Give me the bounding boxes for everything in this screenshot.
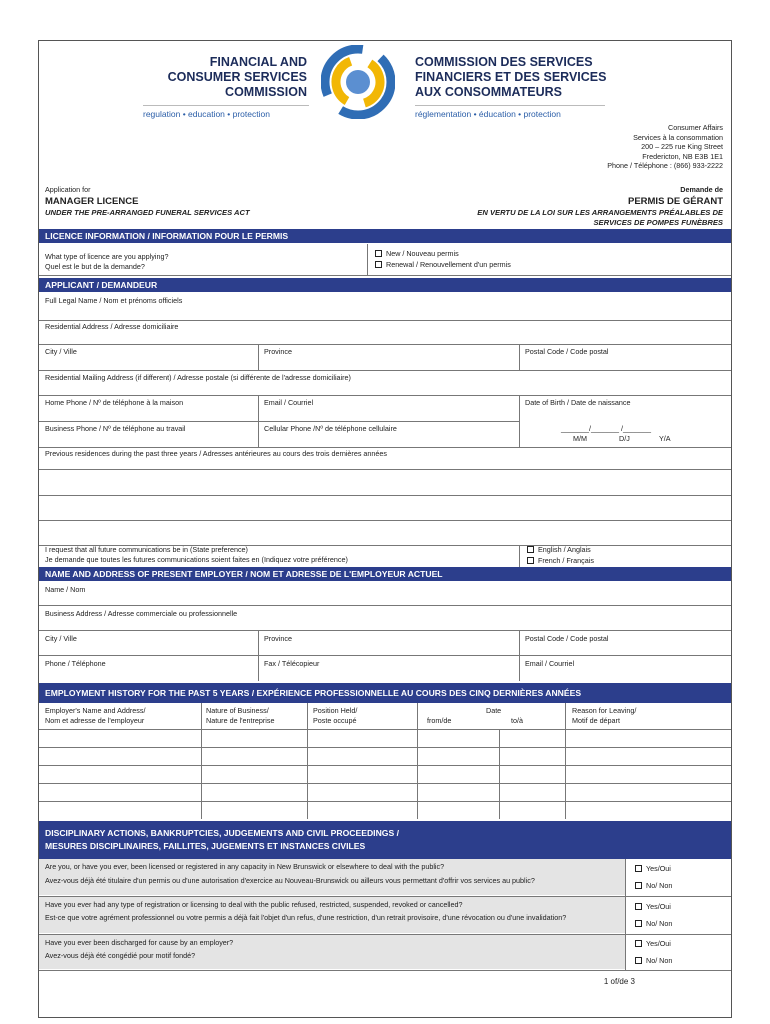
licence-title-en: MANAGER LICENCE xyxy=(45,196,139,207)
q1-no-label: No/ Non xyxy=(646,881,673,890)
language-french-label: French / Français xyxy=(538,556,594,565)
q1-yes-checkbox[interactable] xyxy=(635,865,642,872)
demande-de-label: Demande de xyxy=(680,185,723,194)
question-refused-en: Have you ever had any type of registration or licensing to deal with the public refused, restricted, suspended, revoked or cancelled? xyxy=(45,900,463,909)
history-col-reason-fr: Motif de départ xyxy=(572,716,620,725)
home-phone-field[interactable]: Home Phone / Nº de téléphone à la maison xyxy=(45,398,184,407)
history-col-employer xyxy=(45,706,145,726)
org-name-en-line1: FINANCIAL AND xyxy=(209,55,307,69)
dob-input[interactable]: _______/_______ /_______ xyxy=(561,424,651,433)
option-renewal[interactable] xyxy=(375,260,511,269)
question-refused-fr: Est-ce que votre agrément professionnel ou votre permis a déjà fait l'objet d'un refus, d'une restriction, d'un retrait provisoire, d'une révocation ou d'une invalidation? xyxy=(45,913,567,922)
divider xyxy=(519,344,520,370)
history-col-reason xyxy=(572,706,636,726)
divider xyxy=(39,447,731,448)
org-name-en-line3: COMMISSION xyxy=(225,85,307,99)
divider xyxy=(39,320,731,321)
applicant-header: APPLICANT / DEMANDEUR xyxy=(39,278,731,292)
q1-no[interactable] xyxy=(635,881,672,890)
language-english-label: English / Anglais xyxy=(538,545,591,554)
history-col-date: Date xyxy=(486,706,502,715)
employer-province-field[interactable]: Province xyxy=(264,634,292,643)
q3-no-checkbox[interactable] xyxy=(635,957,642,964)
employer-email-field[interactable]: Email / Courriel xyxy=(525,659,575,668)
divider xyxy=(39,970,731,971)
q2-no[interactable] xyxy=(635,919,672,928)
address-line: 200 – 225 rue King Street xyxy=(641,142,723,151)
act-title-fr-line2: SERVICES DE POMPES FUNÈBRES xyxy=(593,218,723,227)
option-new[interactable] xyxy=(375,249,459,258)
divider xyxy=(417,703,418,819)
language-english[interactable] xyxy=(527,545,591,554)
q3-yes-label: Yes/Oui xyxy=(646,939,671,948)
history-col-position xyxy=(313,706,357,726)
act-title-fr xyxy=(477,208,723,228)
divider xyxy=(39,605,731,606)
divider xyxy=(519,395,520,447)
address-line: Consumer Affairs xyxy=(668,123,723,132)
history-col-business-fr: Nature de l'entreprise xyxy=(206,716,275,725)
q1-no-checkbox[interactable] xyxy=(635,882,642,889)
disciplinary-header-fr: MESURES DISCIPLINAIRES, FAILLITES, JUGEMENTS ET INSTANCES CIVILES xyxy=(45,841,366,851)
divider xyxy=(565,703,566,819)
page-number: 1 of/de 3 xyxy=(603,977,635,986)
divider xyxy=(258,344,259,370)
history-col-business xyxy=(206,706,275,726)
renewal-licence-checkbox[interactable] xyxy=(375,261,382,268)
q2-yes-label: Yes/Oui xyxy=(646,902,671,911)
application-for-label: Application for xyxy=(45,185,91,194)
employer-phone-field[interactable]: Phone / Téléphone xyxy=(45,659,106,668)
city-field[interactable]: City / Ville xyxy=(45,347,77,356)
form-page xyxy=(38,40,732,1018)
divider xyxy=(39,370,731,371)
residential-address-field[interactable]: Residential Address / Adresse domiciliaire xyxy=(45,322,179,331)
question-discharged-fr: Avez-vous déjà été congédié pour motif fondé? xyxy=(45,951,196,960)
licence-info-header: LICENCE INFORMATION / INFORMATION POUR LE PERMIS xyxy=(39,229,731,243)
employer-fax-field[interactable]: Fax / Télécopieur xyxy=(264,659,320,668)
email-field[interactable]: Email / Courriel xyxy=(264,398,314,407)
dob-year-label: Y/A xyxy=(659,434,671,443)
tagline-rule-fr xyxy=(415,105,605,106)
employer-city-field[interactable]: City / Ville xyxy=(45,634,77,643)
tagline-fr: réglementation • éducation • protection xyxy=(415,109,561,119)
q2-yes[interactable] xyxy=(635,902,671,911)
address-line: Phone / Téléphone : (866) 933-2222 xyxy=(607,161,723,170)
q2-no-checkbox[interactable] xyxy=(635,920,642,927)
employer-name-field[interactable]: Name / Nom xyxy=(45,585,86,594)
option-renewal-label: Renewal / Renouvellement d'un permis xyxy=(386,260,511,269)
divider xyxy=(39,655,731,656)
org-name-en-line2: CONSUMER SERVICES xyxy=(167,70,307,84)
divider xyxy=(39,275,731,276)
q3-yes[interactable] xyxy=(635,939,671,948)
question-refused xyxy=(39,897,625,933)
history-col-from: from/de xyxy=(427,716,452,725)
fcsc-logo xyxy=(321,45,395,119)
q2-yes-checkbox[interactable] xyxy=(635,903,642,910)
org-name-fr-line1: COMMISSION DES SERVICES xyxy=(415,55,593,69)
employer-header: NAME AND ADDRESS OF PRESENT EMPLOYER / NOM ET ADRESSE DE L'EMPLOYEUR ACTUEL xyxy=(39,567,731,581)
act-title-en: UNDER THE PRE-ARRANGED FUNERAL SERVICES ACT xyxy=(45,208,250,217)
employer-postal-code-field[interactable]: Postal Code / Code postal xyxy=(525,634,609,643)
divider xyxy=(39,630,731,631)
table-row[interactable] xyxy=(39,801,731,802)
previous-residence-input[interactable] xyxy=(39,496,731,520)
q3-yes-checkbox[interactable] xyxy=(635,940,642,947)
previous-residence-input[interactable] xyxy=(39,470,731,494)
business-phone-field[interactable]: Business Phone / Nº de téléphone au travail xyxy=(45,424,186,433)
history-col-reason-en: Reason for Leaving/ xyxy=(572,706,637,715)
dob-label: Date of Birth / Date de naissance xyxy=(525,398,631,407)
q2-no-label: No/ Non xyxy=(646,919,673,928)
option-new-label: New / Nouveau permis xyxy=(386,249,459,258)
table-row[interactable] xyxy=(39,765,731,766)
address-line: Fredericton, NB E3B 1E1 xyxy=(642,151,723,161)
licence-type-question-en: What type of licence are you applying? xyxy=(45,252,169,261)
mailing-address-field[interactable]: Residential Mailing Address (if different) / Adresse postale (si différente de l'adresse domiciliaire) xyxy=(45,373,351,382)
history-col-business-en: Nature of Business/ xyxy=(206,706,269,715)
act-title-fr-line1: EN VERTU DE LA LOI SUR LES ARRANGEMENTS PRÉALABLES DE xyxy=(477,208,723,217)
question-discharged xyxy=(39,935,625,969)
divider xyxy=(307,703,308,819)
licence-type-question xyxy=(45,252,168,272)
q1-yes-label: Yes/Oui xyxy=(646,864,671,873)
employer-address-field[interactable]: Business Address / Adresse commerciale ou professionnelle xyxy=(45,609,238,618)
org-name-fr xyxy=(415,55,606,100)
q3-no[interactable] xyxy=(635,956,672,965)
english-checkbox[interactable] xyxy=(527,546,534,553)
divider xyxy=(519,545,520,567)
province-field[interactable]: Province xyxy=(264,347,292,356)
tagline-en: regulation • education • protection xyxy=(143,109,270,119)
divider xyxy=(39,729,731,730)
disciplinary-header-en: DISCIPLINARY ACTIONS, BANKRUPTCIES, JUDGEMENTS AND CIVIL PROCEEDINGS / xyxy=(45,828,399,838)
divider xyxy=(499,729,500,819)
dob-month-label: M/M xyxy=(573,434,587,443)
language-french[interactable] xyxy=(527,556,594,565)
full-name-field[interactable]: Full Legal Name / Nom et prénoms officiels xyxy=(45,296,183,305)
language-preference-label xyxy=(45,545,348,565)
history-col-position-en: Position Held/ xyxy=(313,706,358,715)
disciplinary-header xyxy=(39,821,731,859)
divider xyxy=(39,421,519,422)
q1-yes[interactable] xyxy=(635,864,671,873)
divider xyxy=(39,344,731,345)
table-row[interactable] xyxy=(39,783,731,784)
commission-address xyxy=(607,123,723,171)
divider xyxy=(201,703,202,819)
dob-day-label: D/J xyxy=(619,434,630,443)
divider xyxy=(39,395,731,396)
question-discharged-en: Have you ever been discharged for cause by an employer? xyxy=(45,938,234,947)
divider xyxy=(625,859,626,970)
divider xyxy=(367,244,368,276)
cell-phone-field[interactable]: Cellular Phone /Nº de téléphone cellulaire xyxy=(264,424,397,433)
previous-residence-input[interactable] xyxy=(39,521,731,545)
history-col-position-fr: Poste occupé xyxy=(313,716,357,725)
history-col-to: to/à xyxy=(511,716,523,725)
licence-type-question-fr: Quel est le but de la demande? xyxy=(45,262,145,271)
org-name-fr-line2: FINANCIERS ET DES SERVICES xyxy=(415,70,607,84)
employment-history-header: EMPLOYMENT HISTORY FOR THE PAST 5 YEARS / EXPÉRIENCE PROFESSIONNELLE AU COURS DES CINQ DERNIÈRES ANNÉES xyxy=(39,683,731,703)
history-col-employer-en: Employer's Name and Address/ xyxy=(45,706,146,715)
history-col-employer-fr: Nom et adresse de l'employeur xyxy=(45,716,145,725)
org-name-fr-line3: AUX CONSOMMATEURS xyxy=(415,85,562,99)
question-licensed-fr: Avez-vous déjà été titulaire d'un permis ou d'une autorisation d'exercice au Nouveau-Brunswick ou ailleurs vous permettant d'offrir vos services au public? xyxy=(45,876,535,885)
org-name-en xyxy=(129,55,307,100)
question-licensed xyxy=(39,859,625,895)
table-row[interactable] xyxy=(39,747,731,748)
language-preference-en: I request that all future communications be in (State preference) xyxy=(45,545,248,554)
new-licence-checkbox[interactable] xyxy=(375,250,382,257)
language-preference-fr: Je demande que toutes les futures communications soient faites en (Indiquez votre préférence) xyxy=(45,555,348,564)
postal-code-field[interactable]: Postal Code / Code postal xyxy=(525,347,609,356)
address-line: Services à la consommation xyxy=(633,132,723,142)
licence-title-fr: PERMIS DE GÉRANT xyxy=(627,196,723,207)
q3-no-label: No/ Non xyxy=(646,956,673,965)
french-checkbox[interactable] xyxy=(527,557,534,564)
previous-residences-label: Previous residences during the past three years / Adresses antérieures au cours des trois dernières années xyxy=(45,449,387,458)
tagline-rule-en xyxy=(143,105,309,106)
question-licensed-en: Are you, or have you ever, been licensed or registered in any capacity in New Brunswick or elsewhere to deal with the public? xyxy=(45,862,445,871)
